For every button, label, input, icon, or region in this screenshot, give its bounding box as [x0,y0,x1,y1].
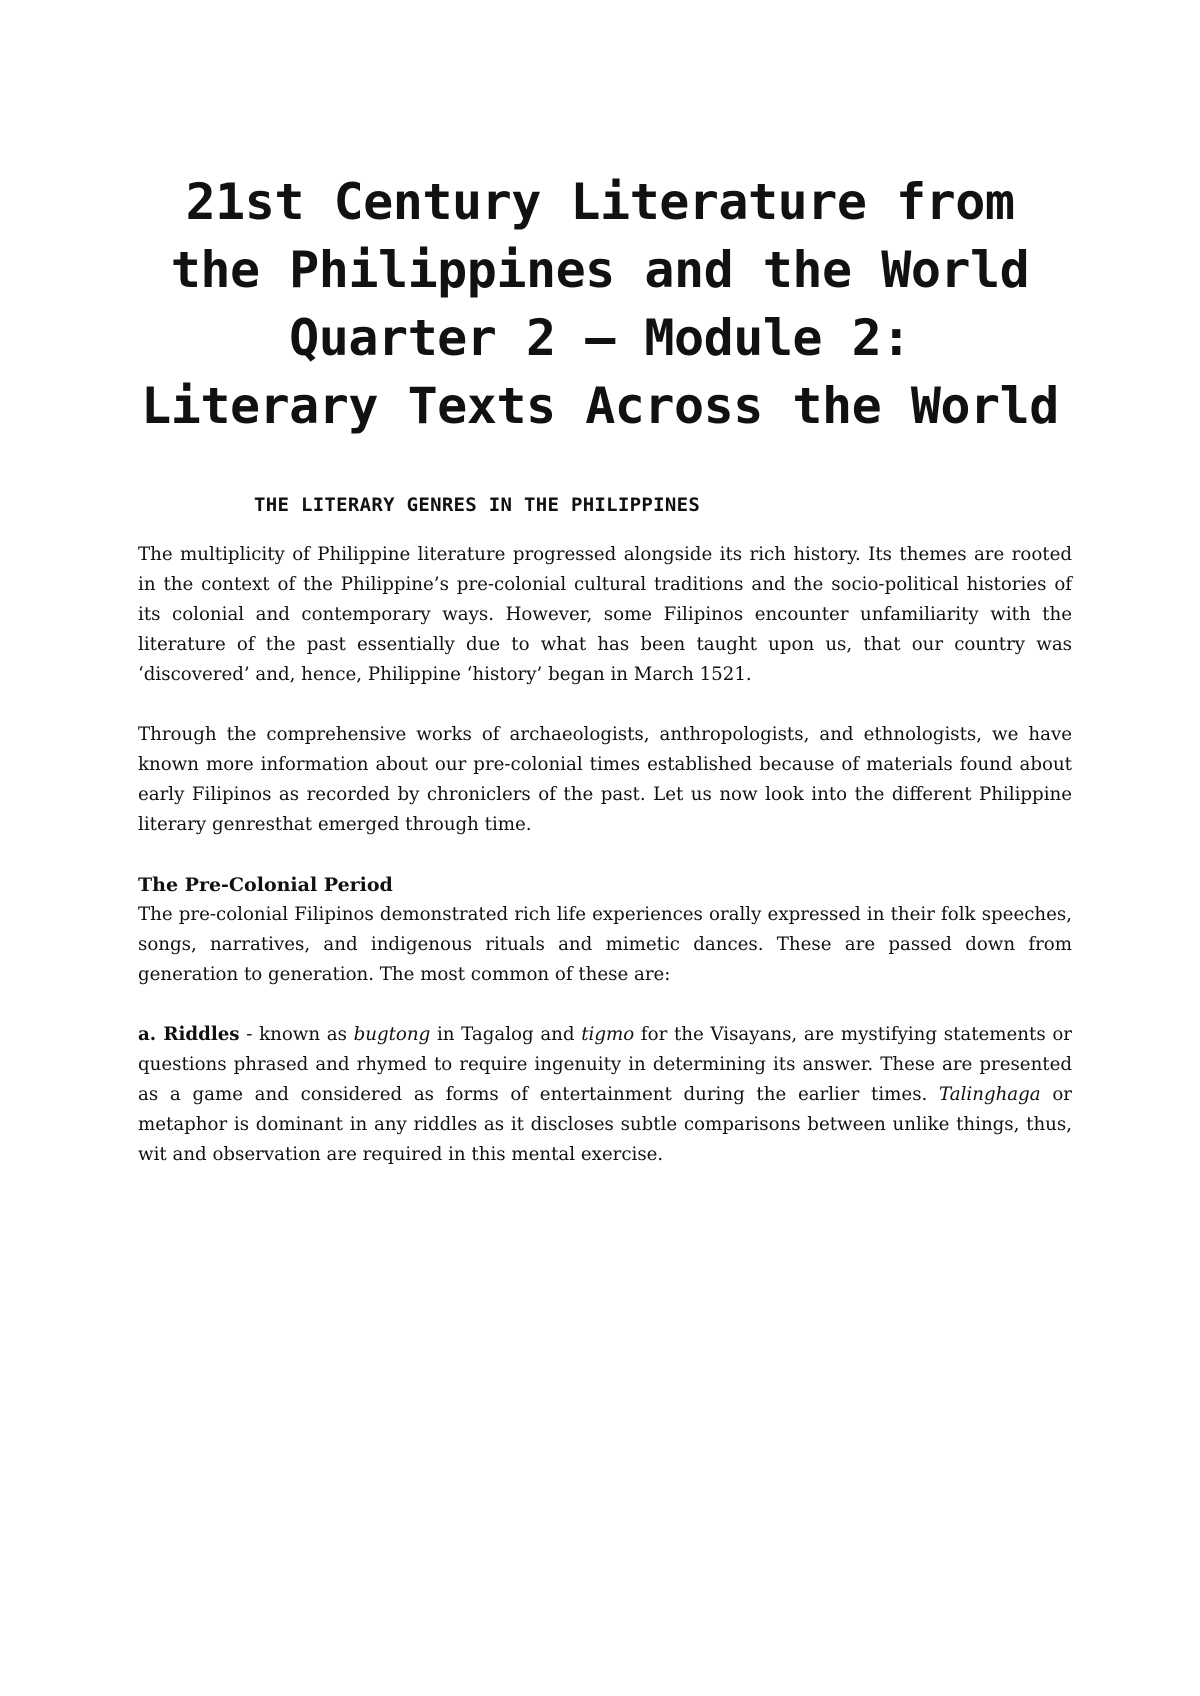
riddles-label: a. Riddles [138,1024,240,1045]
paragraph-multiplicity: The multiplicity of Philippine literature progressed alongside its rich history. Its themes are rooted in the context of the Philippine’s pre-colonial cultural traditions and the socio-political histories of its colonial and contemporary ways. However, some Filipinos encounter unfamiliarity with the literature of the past essentially due to what has been taught upon us, that our country was ‘discovered’ and, hence, Philippine ‘history’ began in March 1521. [138,544,1072,685]
title-block [0,168,1200,440]
title-line-4: Literary Texts Across the World [141,377,1059,435]
term-bugtong: bugtong [353,1024,431,1045]
riddles-text-4: or metaphor is dominant in any riddles as it discloses subtle comparisons between unlike things, thus, wit and observation are required in this mental exercise. [138,1084,1072,1165]
term-talinghaga: Talinghaga [939,1084,1041,1105]
title-line-3: Quarter 2 – Module 2: [289,309,911,367]
riddles-text-3: for the Visayans, are mystifying statements or questions phrased and rhymed to require ingenuity in determining its answer. These are presented as a game and considered as forms of entertainment during the earlier times. [138,1024,1072,1105]
title-line-1: 21st Century Literature from [185,173,1015,231]
paragraph-precolonial: The pre-colonial Filipinos demonstrated rich life experiences orally expressed in their folk speeches, songs, narratives, and indigenous rituals and mimetic dances. These are passed down from generation to generation. The most common of these are: [138,904,1072,985]
section-heading: THE LITERARY GENRES IN THE PHILIPPINES [254,494,701,516]
document-body [138,490,1072,1200]
riddles-text-1: - known as [239,1024,354,1045]
title-line-2: the Philippines and the World [170,241,1030,299]
term-tigmo: tigmo [581,1024,635,1045]
paragraph-through-works: Through the comprehensive works of archaeologists, anthropologists, and ethnologists, we have known more information about our pre-colonial times established because of materials found about early Filipinos as recorded by chroniclers of the past. Let us now look into the different Philippine literary genresthat emerged through time. [138,724,1072,835]
paragraph-riddles [138,1020,1072,1170]
riddles-text-2: in Tagalog and [430,1024,582,1045]
precolonial-heading: The Pre-Colonial Period [138,874,393,896]
